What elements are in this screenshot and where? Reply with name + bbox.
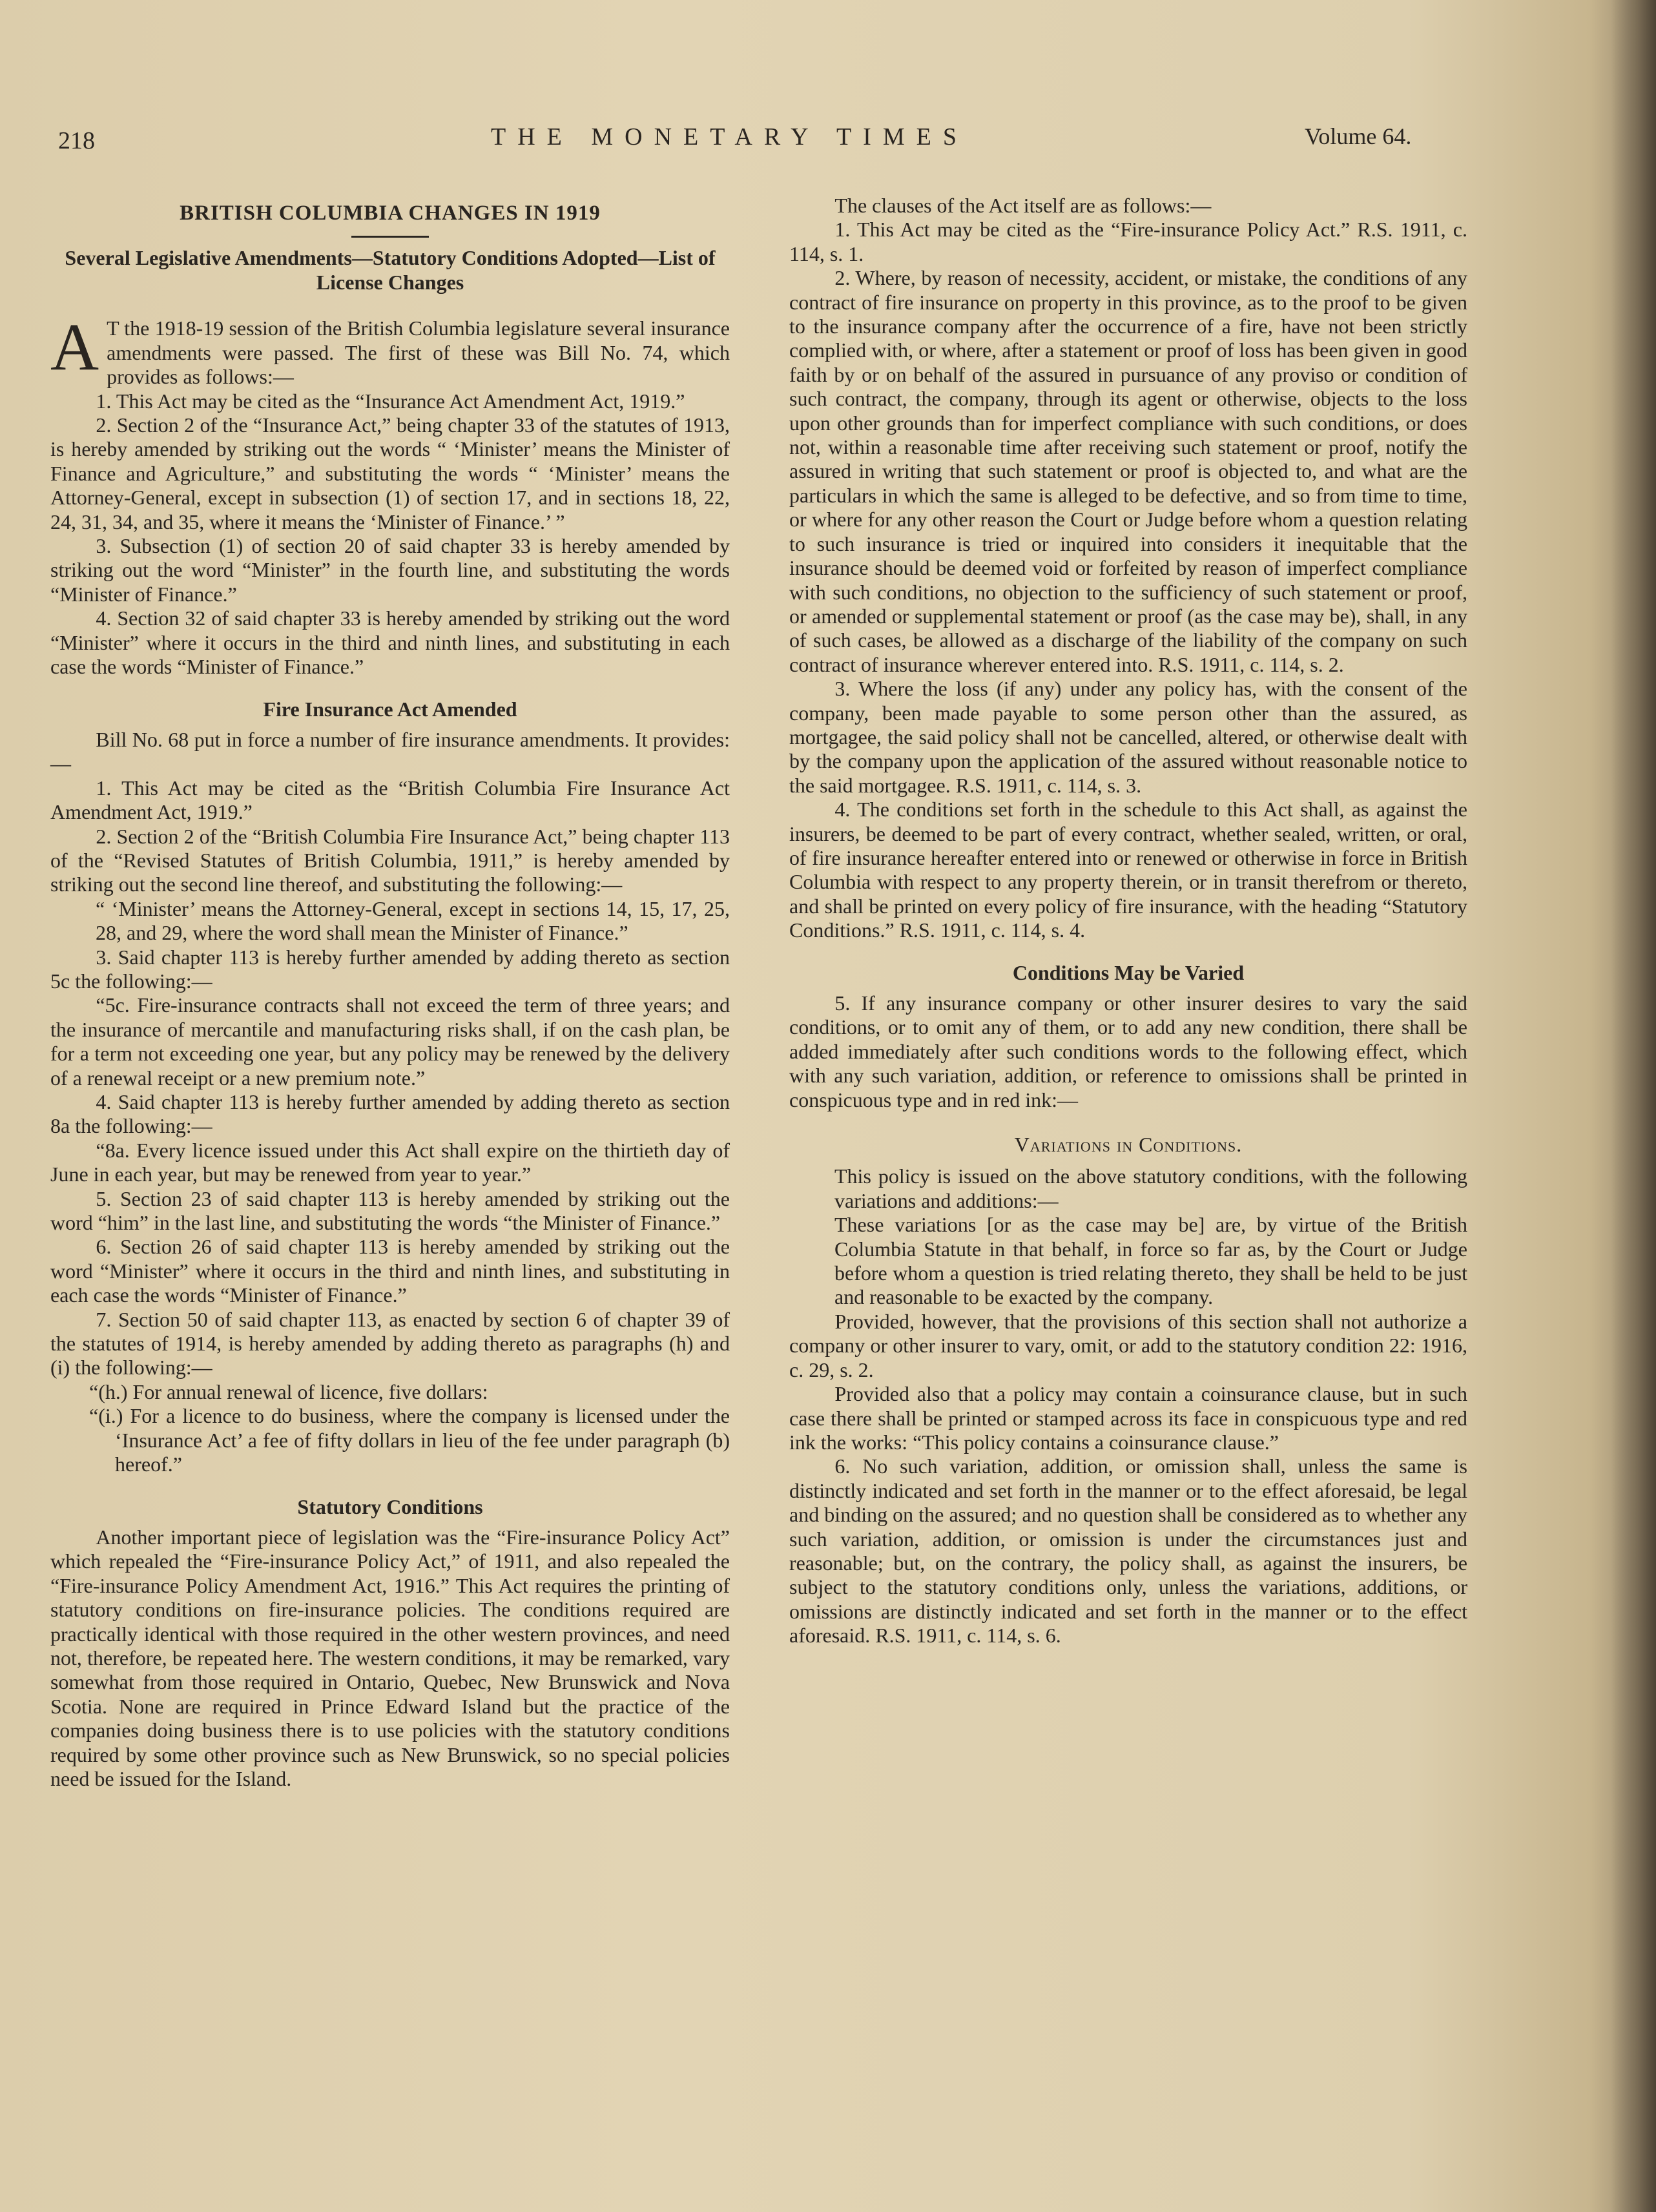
proviso-text: Provided, however, that the provisions of this section shall not authorize a company or other insurer to vary, omit, or add to the statutory condition 22: 1916, c. 29, s. 2. <box>789 1309 1467 1381</box>
fire-act-quote: “ ‘Minister’ means the Attorney-General, except in sections 14, 15, 17, 25, 28, and 29, where the word shall mean the Minister of Finance.” <box>96 896 730 945</box>
fire-act-paragraph-h: “(h.) For annual renewal of licence, five dollars: <box>89 1380 488 1403</box>
insurance-act-clause: 4. Section 32 of said chapter 33 is hereby amended by striking out the word “Minister” where it occurs in the third and ninth lines, and substituting in each case the words “Minister of Finance.” <box>50 606 730 679</box>
title-rule <box>351 236 429 238</box>
left-column <box>50 194 730 1791</box>
fire-act-clause: 3. Said chapter 113 is hereby further amended by adding thereto as section 5c the following:— <box>50 945 730 993</box>
volume-label: Volume 64. <box>1305 123 1412 149</box>
fire-act-clause: 1. This Act may be cited as the “British Columbia Fire Insurance Act Amendment Act, 1919.” <box>50 776 730 824</box>
fire-act-clause: 7. Section 50 of said chapter 113, as enacted by section 6 of chapter 39 of the statutes of 1914, is hereby amended by adding thereto as paragraphs (h) and (i) the following:— <box>50 1307 730 1380</box>
fire-act-quote: “5c. Fire-insurance contracts shall not exceed the term of three years; and the insurance of mercantile and manufacturing risks shall, if on the cash plan, be for a term not exceeding one year, but any policy may be renewed by the delivery of a renewal receipt or a new premium note.” <box>50 993 730 1090</box>
fire-act-clause: 4. Said chapter 113 is hereby further amended by adding thereto as section 8a the following:— <box>50 1090 730 1138</box>
running-head <box>0 123 1656 161</box>
page-number: 218 <box>58 127 95 154</box>
policy-act-clause: 3. Where the loss (if any) under any policy has, with the consent of the company, been made payable to some person other than the assured, as mortgagee, the said policy shall not be cancelled, altered, or otherwise dealt with by the company upon the application of the assured without reasonable notice to the said mortgagee. R.S. 1911, c. 114, s. 3. <box>789 677 1467 797</box>
fire-act-clause: 6. Section 26 of said chapter 113 is hereby amended by striking out the word “Minister” where it occurs in the third and ninth lines, and substituting in each case the words “Minister of Finance.” <box>50 1235 730 1307</box>
fire-act-clause: 5. Section 23 of said chapter 113 is hereby amended by striking out the word “him” in the last line, and substituting the words “the Minister of Finance.” <box>50 1186 730 1235</box>
statutory-conditions-text: Another important piece of legislation was the “Fire-insurance Policy Act” which repealed the “Fire-insurance Policy Act,” of 1911, and also repealed the “Fire-insurance Policy Amendment Act, 1916.” This Act requires the printing of statutory conditions on fire-insurance policies. The conditions required are practically identical with those required in the other western provinces, and need not, therefore, be repeated here. The western conditions, it may be remarked, vary somewhat from those required in Ontario, Quebec, New Brunswick and Nova Scotia. None are required in Prince Edward Island but the practice of the companies doing business there is to use policies with the statutory conditions required by some other province such as New Brunswick, so no special policies need be issued for the Island. <box>50 1525 730 1790</box>
statutory-conditions-heading: Statutory Conditions <box>297 1494 483 1518</box>
drop-cap: A <box>50 310 99 385</box>
intro-text: T the 1918-19 session of the British Columbia legislature several insurance amendments were passed. The first of these was Bill No. 74, which provides as follows:— <box>107 316 730 389</box>
fire-act-quote: “8a. Every licence issued under this Act shall expire on the thirtieth day of June in each year, but may be renewed from year to year.” <box>50 1138 730 1186</box>
insurance-act-clause: 3. Subsection (1) of section 20 of said chapter 33 is hereby amended by striking out the word “Minister” in the fourth line, and substituting the words “Minister of Finance.” <box>50 534 730 606</box>
policy-act-clause: 2. Where, by reason of necessity, accident, or mistake, the conditions of any contract of fire insurance on property in this province, as to the proof to be given to the insurance company after the occurrence of a fire, have not been strictly complied with, or where, after a statement or proof of loss has been given in good faith by or on behalf of the assured in pursuance of any proviso or condition of such contract, the company, through its agent or otherwise, objects to the loss upon other grounds than for imperfect compliance with such conditions, or does not, within a reasonable time after receiving such statement or proof, notify the assured in writing that such statement or proof is objected to, and what are the particulars in which the same is alleged to be defective, and so from time to time, or where for any other reason the Court or Judge before whom a question relating to such insurance is tried or inquired into considers it inequitable that the insurance should be deemed void or forfeited by reason of imperfect compliance with such conditions, no objection to the sufficiency of such statement or proof, or amended or supplemental statement or proof (as the case may be), shall, in any of such cases, be allowed as a discharge of the liability of the company on such contract of insurance wherever entered into. R.S. 1911, c. 114, s. 2. <box>789 266 1467 676</box>
proviso-text: Provided also that a policy may contain a coinsurance clause, but in such case there shall be printed or stamped across its face in conspicuous type and red ink the works: “This policy contains a coinsurance clause.” <box>789 1382 1467 1454</box>
policy-act-clause: 4. The conditions set forth in the schedule to this Act shall, as against the insurers, be deemed to be part of every contract, whether sealed, written, or oral, of fire insurance hereafter entered into or renewed or otherwise in force in British Columbia with respect to any property therein, or in transit therefrom or thereto, and shall be printed on every policy of fire insurance, with the heading “Statutory Conditions.” R.S. 1911, c. 114, s. 4. <box>789 798 1467 942</box>
article-subtitle: Several Legislative Amendments—Statutory Conditions Adopted—List of License Changes <box>65 246 716 295</box>
journal-title: THE MONETARY TIMES <box>491 123 968 150</box>
intro-paragraph <box>50 310 730 389</box>
variations-text: This policy is issued on the above statutory conditions, with the following variations and additions:— <box>834 1164 1467 1212</box>
fire-act-paragraph-i: “(i.) For a licence to do business, where the company is licensed under the ‘Insurance Act’ a fee of fifty dollars in lieu of the fee under paragraph (b) hereof.” <box>89 1404 730 1476</box>
clauses-intro: The clauses of the Act itself are as follows:— <box>834 194 1212 217</box>
policy-act-clause: 5. If any insurance company or other insurer desires to vary the said conditions, or to omit any of them, or to add any new condition, there shall be added immediately after such conditions words to the following effect, which with any such variation, addition, or reference to omissions shall be printed in conspicuous type and in red ink:— <box>789 991 1467 1111</box>
insurance-act-clause: 1. This Act may be cited as the “Insurance Act Amendment Act, 1919.” <box>96 389 685 413</box>
insurance-act-clause: 2. Section 2 of the “Insurance Act,” being chapter 33 of the statutes of 1913, is hereby amended by striking out the words “ ‘Minister’ means the Minister of Finance and Agriculture,” and substituting the words “ ‘Minister’ means the Attorney-General, except in subsection (1) of section 17, and in sections 18, 22, 24, 31, 34, and 35, where it means the ‘Minister of Finance.’ ” <box>50 413 730 533</box>
right-column <box>789 194 1467 1648</box>
article-title: BRITISH COLUMBIA CHANGES IN 1919 <box>180 202 601 225</box>
variations-text: These variations [or as the case may be] are, by virtue of the British Columbia Statute in that behalf, in force so far as, by the Court or Judge before whom a question is tried relating thereto, they shall be held to be just and reasonable to be exacted by the company. <box>834 1213 1467 1309</box>
fire-act-clause: 2. Section 2 of the “British Columbia Fire Insurance Act,” being chapter 113 of the “Revised Statutes of British Columbia, 1911,” is hereby amended by striking out the second line thereof, and substituting the following:— <box>50 824 730 896</box>
fire-act-intro: Bill No. 68 put in force a number of fire insurance amendments. It provides:— <box>50 727 730 776</box>
fire-act-heading: Fire Insurance Act Amended <box>263 697 517 721</box>
page-edge-shadow <box>1611 0 1656 2212</box>
policy-act-clause: 1. This Act may be cited as the “Fire-insurance Policy Act.” R.S. 1911, c. 114, s. 1. <box>789 218 1467 265</box>
policy-act-clause: 6. No such variation, addition, or omission shall, unless the same is distinctly indicated and set forth in the manner or to the effect aforesaid, be legal and binding on the assured; and no question shall be considered as to whether any such variation, addition, or omission is under the circumstances just and reasonable; but, on the contrary, the policy shall, as against the insurers, be subject to the statutory conditions only, unless the variations, additions, or omissions are distinctly indicated and set forth in the manner or to the effect aforesaid. R.S. 1911, c. 114, s. 6. <box>789 1454 1467 1648</box>
variations-heading: Variations in Conditions. <box>1014 1133 1243 1157</box>
conditions-varied-heading: Conditions May be Varied <box>1012 960 1245 984</box>
